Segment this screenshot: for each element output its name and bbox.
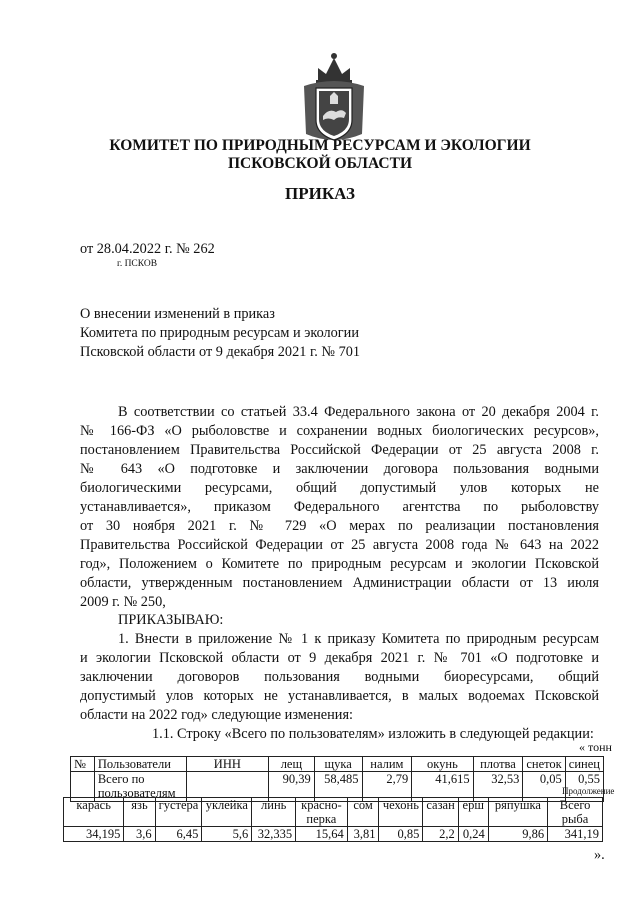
table-cell: Всего по пользователям: [94, 772, 186, 802]
table-header-row: [64, 798, 603, 827]
table-cell: 0,24: [458, 827, 488, 842]
table-header-cell: Всего рыба: [548, 798, 603, 827]
units-label: « тонн: [579, 740, 612, 754]
paragraph-line: Правительства Российской Федерации от 25 августа 2008 года № 643 на 2022: [80, 537, 599, 553]
table-cell: 32,335: [252, 827, 296, 842]
table-header-cell: язь: [124, 798, 155, 827]
table-header-cell: Пользователи: [94, 757, 186, 772]
table-header-cell: плотва: [473, 757, 523, 772]
city-label: г. ПСКОВ: [117, 259, 158, 269]
table-cell: 2,79: [362, 772, 412, 802]
table-cell: 41,615: [412, 772, 473, 802]
closing-quote: ».: [594, 847, 605, 863]
subject-line-2: Комитета по природным ресурсам и экологии: [80, 325, 359, 341]
table-header-cell: снеток: [523, 757, 565, 772]
subject-line-1: О внесении изменений в приказ: [80, 306, 275, 322]
table-cell: 5,6: [202, 827, 252, 842]
item-line: заключении договоров пользования водными биоресурсами, общий: [80, 669, 599, 685]
table-header-cell: чехонь: [379, 798, 423, 827]
table-cell: 6,45: [155, 827, 202, 842]
subitem-1-1: 1.1. Строку «Всего по пользователям» изложить в следующей редакции:: [152, 726, 594, 742]
table-cell: 58,485: [314, 772, 362, 802]
order-date-number: от 28.04.2022 г. № 262: [80, 241, 215, 257]
table-cell: 0,85: [379, 827, 423, 842]
table-header-row: [71, 757, 604, 772]
table-header-cell: карась: [64, 798, 124, 827]
order-word: ПРИКАЗЫВАЮ:: [118, 612, 224, 628]
table-header-cell: щука: [314, 757, 362, 772]
table-header-cell: лещ: [269, 757, 315, 772]
paragraph-line: В соответствии со статьей 33.4 Федерального закона от 20 декабря 2004 г.: [118, 404, 599, 420]
table-header-cell: синец: [565, 757, 603, 772]
paragraph-line: постановлением Правительства Российской Федерации от 25 августа 2008 г.: [80, 442, 599, 458]
table-cell: 3,6: [124, 827, 155, 842]
table-header-cell: сом: [347, 798, 379, 827]
table-header-cell: №: [71, 757, 95, 772]
table-cell: 90,39: [269, 772, 315, 802]
coat-of-arms-icon: [296, 50, 372, 146]
paragraph-line: устанавливается», приказом Федерального агентства по рыболовству: [80, 499, 599, 515]
table-cell: 341,19: [548, 827, 603, 842]
item-line: допустимый улов которых не устанавливается, в малых водоемах Псковской: [80, 688, 599, 704]
paragraph-line: области, утвержденным постановлением Администрации области от 13 июля: [80, 575, 599, 591]
item-line: 1. Внести в приложение № 1 к приказу Комитета по природным ресурсам: [118, 631, 599, 647]
table-header-cell: налим: [362, 757, 412, 772]
table-header-cell: ряпушка: [488, 798, 547, 827]
paragraph-line: № 643 «О подготовке и заключении договора пользования водными: [80, 461, 599, 477]
table-cell: 0,05: [523, 772, 565, 802]
item-line-last: области на 2022 год» следующие изменения:: [80, 707, 354, 723]
paragraph-line: от 30 ноября 2021 г. № 729 «О мерах по реализации постановления: [80, 518, 599, 534]
table-header-cell: сазан: [423, 798, 458, 827]
organization-name-line2: ПСКОВСКОЙ ОБЛАСТИ: [227, 155, 412, 172]
continuation-label: Продолжение: [562, 786, 615, 796]
table-header-cell: ИНН: [186, 757, 268, 772]
table-header-cell: ерш: [458, 798, 488, 827]
table-header-cell: красно-перка: [296, 798, 348, 827]
table-cell: 0,55: [565, 772, 603, 802]
document-type: ПРИКАЗ: [285, 184, 355, 203]
table-cell: 9,86: [488, 827, 547, 842]
catch-table-1: [70, 756, 604, 802]
table-cell: 15,64: [296, 827, 348, 842]
item-line: и экологии Псковской области от 9 декабря 2021 г. № 701 «О подготовке и: [80, 650, 599, 666]
table-cell: 3,81: [347, 827, 379, 842]
paragraph-line: год», Положением о Комитете по природным ресурсам и экологии Псковской: [80, 556, 599, 572]
table-header-cell: линь: [252, 798, 296, 827]
table-cell: 34,195: [64, 827, 124, 842]
table-header-cell: уклейка: [202, 798, 252, 827]
catch-table-2: [63, 797, 603, 842]
table-cell: 2,2: [423, 827, 458, 842]
organization-name-line1: КОМИТЕТ ПО ПРИРОДНЫМ РЕСУРСАМ И ЭКОЛОГИИ: [109, 137, 531, 154]
table-cell: 32,53: [473, 772, 523, 802]
table-header-cell: окунь: [412, 757, 473, 772]
subject-line-3: Псковской области от 9 декабря 2021 г. № 701: [80, 344, 361, 360]
paragraph-line: биологическими ресурсами, общий допустимый улов которых не: [80, 480, 599, 496]
table-row: [64, 827, 603, 842]
table-header-cell: густера: [155, 798, 202, 827]
paragraph-line-last: 2009 г. № 250,: [80, 594, 166, 610]
paragraph-line: № 166-ФЗ «О рыболовстве и сохранении водных биологических ресурсов»,: [80, 423, 599, 439]
